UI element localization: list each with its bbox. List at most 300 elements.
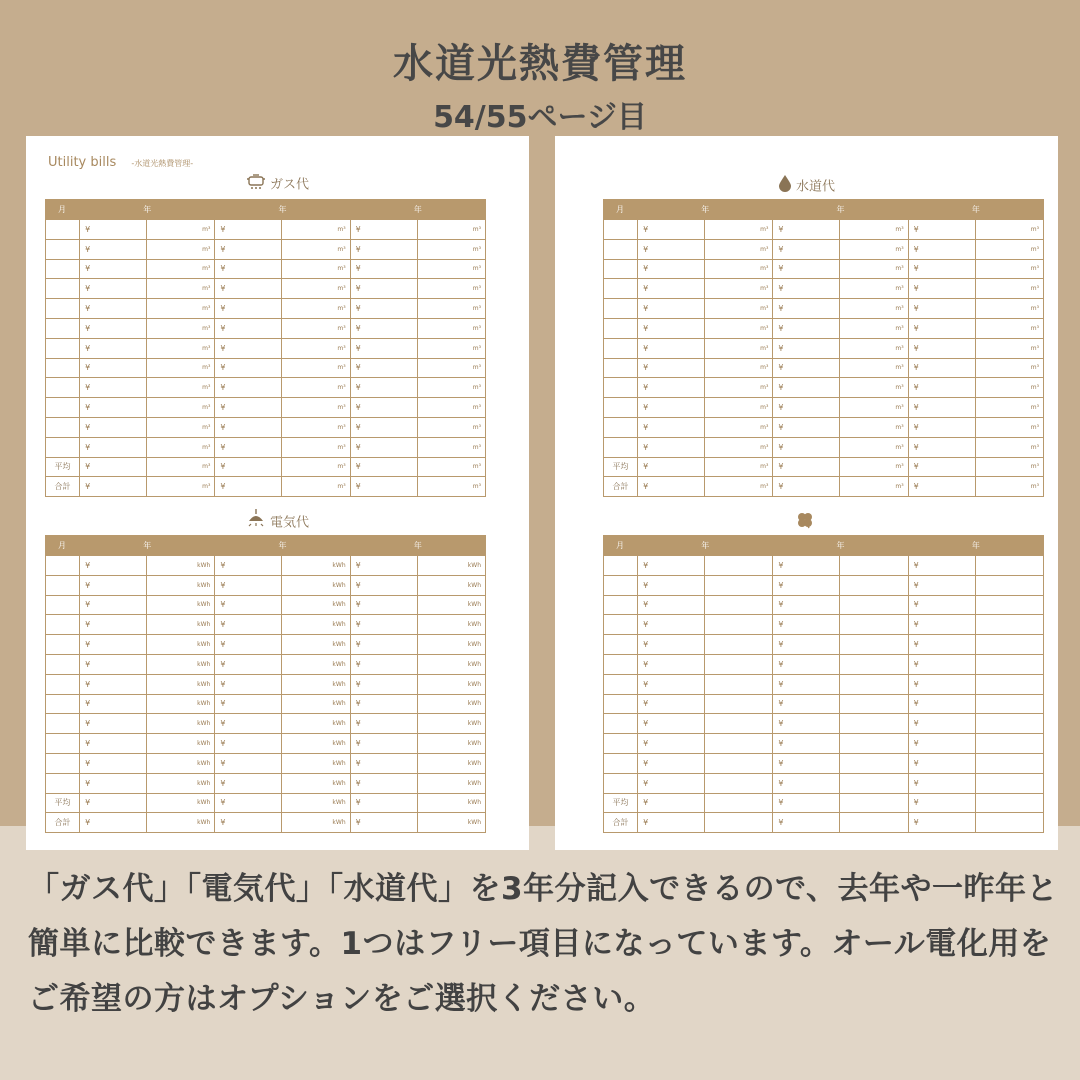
cost-cell[interactable]: ¥	[638, 793, 705, 813]
cost-cell[interactable]: ¥	[350, 556, 417, 576]
usage-cell[interactable]: kWh	[282, 615, 350, 635]
month-cell[interactable]	[46, 378, 80, 398]
cost-cell[interactable]: ¥	[638, 220, 705, 240]
usage-cell[interactable]: m³	[282, 279, 350, 299]
cost-cell[interactable]: ¥	[908, 417, 975, 437]
cost-cell[interactable]: ¥	[773, 477, 840, 497]
usage-cell[interactable]: kWh	[147, 813, 215, 833]
usage-cell[interactable]	[705, 674, 773, 694]
cost-cell[interactable]: ¥	[350, 378, 417, 398]
cost-cell[interactable]: ¥	[908, 654, 975, 674]
cost-cell[interactable]: ¥	[908, 694, 975, 714]
usage-cell[interactable]: m³	[705, 437, 773, 457]
usage-cell[interactable]	[975, 615, 1043, 635]
cost-cell[interactable]: ¥	[908, 398, 975, 418]
month-cell[interactable]	[604, 773, 638, 793]
usage-cell[interactable]: m³	[975, 437, 1043, 457]
cost-cell[interactable]: ¥	[773, 694, 840, 714]
usage-cell[interactable]: kWh	[282, 575, 350, 595]
cost-cell[interactable]: ¥	[350, 279, 417, 299]
cost-cell[interactable]: ¥	[350, 734, 417, 754]
month-cell[interactable]	[46, 635, 80, 655]
cost-cell[interactable]: ¥	[638, 279, 705, 299]
usage-cell[interactable]: m³	[840, 398, 908, 418]
usage-cell[interactable]: m³	[975, 358, 1043, 378]
usage-cell[interactable]: m³	[975, 338, 1043, 358]
month-cell[interactable]	[604, 417, 638, 437]
usage-cell[interactable]: m³	[417, 477, 485, 497]
month-cell[interactable]	[46, 714, 80, 734]
usage-cell[interactable]: m³	[975, 318, 1043, 338]
month-cell[interactable]	[46, 299, 80, 319]
cost-cell[interactable]: ¥	[350, 338, 417, 358]
cost-cell[interactable]: ¥	[215, 674, 282, 694]
usage-cell[interactable]	[840, 635, 908, 655]
cost-cell[interactable]: ¥	[350, 595, 417, 615]
cost-cell[interactable]: ¥	[773, 635, 840, 655]
usage-cell[interactable]: kWh	[417, 753, 485, 773]
cost-cell[interactable]: ¥	[773, 654, 840, 674]
usage-cell[interactable]: m³	[840, 477, 908, 497]
usage-cell[interactable]: m³	[840, 358, 908, 378]
cost-cell[interactable]: ¥	[638, 239, 705, 259]
usage-cell[interactable]: kWh	[282, 793, 350, 813]
month-cell[interactable]	[604, 358, 638, 378]
cost-cell[interactable]: ¥	[350, 635, 417, 655]
usage-cell[interactable]: m³	[705, 338, 773, 358]
usage-cell[interactable]	[840, 694, 908, 714]
usage-cell[interactable]: m³	[147, 398, 215, 418]
usage-cell[interactable]: m³	[147, 378, 215, 398]
usage-cell[interactable]	[705, 595, 773, 615]
cost-cell[interactable]: ¥	[80, 279, 147, 299]
usage-cell[interactable]	[975, 575, 1043, 595]
usage-cell[interactable]: kWh	[282, 556, 350, 576]
cost-cell[interactable]: ¥	[773, 338, 840, 358]
usage-cell[interactable]: m³	[705, 220, 773, 240]
cost-cell[interactable]: ¥	[215, 457, 282, 477]
usage-cell[interactable]: m³	[417, 279, 485, 299]
usage-cell[interactable]: m³	[417, 220, 485, 240]
usage-cell[interactable]: m³	[705, 398, 773, 418]
usage-cell[interactable]: m³	[705, 259, 773, 279]
usage-cell[interactable]: kWh	[147, 635, 215, 655]
cost-cell[interactable]: ¥	[773, 793, 840, 813]
usage-cell[interactable]: kWh	[147, 595, 215, 615]
cost-cell[interactable]: ¥	[350, 694, 417, 714]
usage-cell[interactable]: kWh	[282, 714, 350, 734]
row-label[interactable]: 平均	[46, 457, 80, 477]
cost-cell[interactable]: ¥	[215, 338, 282, 358]
usage-cell[interactable]: m³	[417, 318, 485, 338]
cost-cell[interactable]: ¥	[80, 714, 147, 734]
usage-cell[interactable]: kWh	[147, 556, 215, 576]
cost-cell[interactable]: ¥	[80, 239, 147, 259]
usage-cell[interactable]	[705, 575, 773, 595]
cost-cell[interactable]: ¥	[215, 477, 282, 497]
month-cell[interactable]	[46, 398, 80, 418]
usage-cell[interactable]: m³	[147, 318, 215, 338]
month-cell[interactable]	[46, 753, 80, 773]
cost-cell[interactable]: ¥	[215, 437, 282, 457]
cost-cell[interactable]: ¥	[638, 753, 705, 773]
usage-cell[interactable]	[840, 556, 908, 576]
month-cell[interactable]	[604, 299, 638, 319]
cost-cell[interactable]: ¥	[773, 437, 840, 457]
usage-cell[interactable]	[840, 773, 908, 793]
cost-cell[interactable]: ¥	[215, 239, 282, 259]
usage-cell[interactable]	[840, 753, 908, 773]
cost-cell[interactable]: ¥	[638, 556, 705, 576]
usage-cell[interactable]: m³	[705, 299, 773, 319]
usage-cell[interactable]: m³	[975, 299, 1043, 319]
cost-cell[interactable]: ¥	[80, 556, 147, 576]
cost-cell[interactable]: ¥	[908, 615, 975, 635]
month-cell[interactable]	[46, 694, 80, 714]
month-cell[interactable]	[604, 318, 638, 338]
cost-cell[interactable]: ¥	[638, 318, 705, 338]
cost-cell[interactable]: ¥	[215, 358, 282, 378]
cost-cell[interactable]: ¥	[908, 674, 975, 694]
usage-cell[interactable]	[840, 595, 908, 615]
usage-cell[interactable]: m³	[975, 239, 1043, 259]
cost-cell[interactable]: ¥	[638, 437, 705, 457]
cost-cell[interactable]: ¥	[80, 299, 147, 319]
usage-cell[interactable]	[975, 595, 1043, 615]
cost-cell[interactable]: ¥	[80, 654, 147, 674]
cost-cell[interactable]: ¥	[350, 417, 417, 437]
cost-cell[interactable]: ¥	[773, 674, 840, 694]
usage-cell[interactable]	[975, 694, 1043, 714]
usage-cell[interactable]	[840, 714, 908, 734]
cost-cell[interactable]: ¥	[215, 220, 282, 240]
row-label[interactable]: 合計	[604, 813, 638, 833]
cost-cell[interactable]: ¥	[908, 734, 975, 754]
cost-cell[interactable]: ¥	[773, 378, 840, 398]
cost-cell[interactable]: ¥	[773, 279, 840, 299]
usage-cell[interactable]: m³	[840, 299, 908, 319]
usage-cell[interactable]	[975, 654, 1043, 674]
usage-cell[interactable]: m³	[282, 318, 350, 338]
usage-cell[interactable]: m³	[147, 239, 215, 259]
row-label[interactable]: 平均	[604, 793, 638, 813]
month-cell[interactable]	[46, 654, 80, 674]
row-label[interactable]: 平均	[46, 793, 80, 813]
cost-cell[interactable]: ¥	[908, 279, 975, 299]
cost-cell[interactable]: ¥	[350, 674, 417, 694]
usage-cell[interactable]: m³	[282, 259, 350, 279]
cost-cell[interactable]: ¥	[908, 318, 975, 338]
cost-cell[interactable]: ¥	[80, 635, 147, 655]
cost-cell[interactable]: ¥	[350, 753, 417, 773]
usage-cell[interactable]	[840, 674, 908, 694]
usage-cell[interactable]: m³	[417, 417, 485, 437]
usage-cell[interactable]: kWh	[147, 674, 215, 694]
cost-cell[interactable]: ¥	[908, 477, 975, 497]
usage-cell[interactable]: m³	[147, 437, 215, 457]
cost-cell[interactable]: ¥	[908, 793, 975, 813]
usage-cell[interactable]	[705, 734, 773, 754]
cost-cell[interactable]: ¥	[80, 417, 147, 437]
cost-cell[interactable]: ¥	[215, 793, 282, 813]
usage-cell[interactable]: m³	[282, 338, 350, 358]
usage-cell[interactable]: kWh	[282, 753, 350, 773]
usage-cell[interactable]: m³	[417, 259, 485, 279]
usage-cell[interactable]	[705, 714, 773, 734]
cost-cell[interactable]: ¥	[908, 220, 975, 240]
usage-cell[interactable]: kWh	[417, 734, 485, 754]
usage-cell[interactable]: kWh	[282, 595, 350, 615]
usage-cell[interactable]: m³	[705, 318, 773, 338]
month-cell[interactable]	[604, 279, 638, 299]
usage-cell[interactable]: m³	[147, 220, 215, 240]
usage-cell[interactable]: m³	[417, 299, 485, 319]
usage-cell[interactable]: kWh	[417, 635, 485, 655]
usage-cell[interactable]: m³	[975, 417, 1043, 437]
cost-cell[interactable]: ¥	[773, 575, 840, 595]
cost-cell[interactable]: ¥	[80, 338, 147, 358]
usage-cell[interactable]: kWh	[147, 694, 215, 714]
usage-cell[interactable]: m³	[282, 457, 350, 477]
usage-cell[interactable]	[840, 734, 908, 754]
usage-cell[interactable]	[975, 734, 1043, 754]
month-cell[interactable]	[604, 378, 638, 398]
cost-cell[interactable]: ¥	[80, 615, 147, 635]
usage-cell[interactable]	[975, 556, 1043, 576]
cost-cell[interactable]: ¥	[80, 358, 147, 378]
usage-cell[interactable]	[840, 615, 908, 635]
row-label[interactable]: 平均	[604, 457, 638, 477]
month-cell[interactable]	[604, 556, 638, 576]
cost-cell[interactable]: ¥	[638, 615, 705, 635]
cost-cell[interactable]: ¥	[80, 259, 147, 279]
usage-cell[interactable]: kWh	[417, 615, 485, 635]
usage-cell[interactable]: m³	[147, 259, 215, 279]
cost-cell[interactable]: ¥	[638, 734, 705, 754]
usage-cell[interactable]: kWh	[417, 674, 485, 694]
usage-cell[interactable]: m³	[840, 259, 908, 279]
cost-cell[interactable]: ¥	[350, 773, 417, 793]
usage-cell[interactable]: m³	[705, 239, 773, 259]
cost-cell[interactable]: ¥	[215, 417, 282, 437]
cost-cell[interactable]: ¥	[638, 714, 705, 734]
cost-cell[interactable]: ¥	[908, 556, 975, 576]
month-cell[interactable]	[604, 220, 638, 240]
cost-cell[interactable]: ¥	[773, 734, 840, 754]
month-cell[interactable]	[604, 734, 638, 754]
cost-cell[interactable]: ¥	[350, 239, 417, 259]
cost-cell[interactable]: ¥	[638, 299, 705, 319]
month-cell[interactable]	[46, 556, 80, 576]
month-cell[interactable]	[46, 615, 80, 635]
cost-cell[interactable]: ¥	[773, 220, 840, 240]
usage-cell[interactable]: m³	[417, 398, 485, 418]
month-cell[interactable]	[604, 338, 638, 358]
cost-cell[interactable]: ¥	[350, 477, 417, 497]
usage-cell[interactable]: kWh	[417, 813, 485, 833]
month-cell[interactable]	[46, 595, 80, 615]
cost-cell[interactable]: ¥	[80, 378, 147, 398]
row-label[interactable]: 合計	[46, 477, 80, 497]
cost-cell[interactable]: ¥	[908, 239, 975, 259]
cost-cell[interactable]: ¥	[773, 457, 840, 477]
usage-cell[interactable]: kWh	[282, 674, 350, 694]
usage-cell[interactable]: m³	[417, 437, 485, 457]
cost-cell[interactable]: ¥	[350, 813, 417, 833]
month-cell[interactable]	[46, 773, 80, 793]
cost-cell[interactable]: ¥	[638, 694, 705, 714]
cost-cell[interactable]: ¥	[638, 457, 705, 477]
cost-cell[interactable]: ¥	[350, 457, 417, 477]
usage-cell[interactable]: m³	[705, 477, 773, 497]
usage-cell[interactable]: kWh	[417, 694, 485, 714]
usage-cell[interactable]: m³	[705, 378, 773, 398]
cost-cell[interactable]: ¥	[80, 595, 147, 615]
usage-cell[interactable]: m³	[417, 457, 485, 477]
cost-cell[interactable]: ¥	[80, 674, 147, 694]
month-cell[interactable]	[604, 714, 638, 734]
usage-cell[interactable]: m³	[840, 279, 908, 299]
cost-cell[interactable]: ¥	[773, 615, 840, 635]
cost-cell[interactable]: ¥	[80, 457, 147, 477]
cost-cell[interactable]: ¥	[350, 259, 417, 279]
month-cell[interactable]	[604, 239, 638, 259]
cost-cell[interactable]: ¥	[638, 358, 705, 378]
usage-cell[interactable]: m³	[840, 239, 908, 259]
cost-cell[interactable]: ¥	[773, 398, 840, 418]
cost-cell[interactable]: ¥	[638, 654, 705, 674]
usage-cell[interactable]	[705, 813, 773, 833]
month-cell[interactable]	[604, 398, 638, 418]
cost-cell[interactable]: ¥	[908, 595, 975, 615]
month-cell[interactable]	[46, 358, 80, 378]
cost-cell[interactable]: ¥	[215, 694, 282, 714]
usage-cell[interactable]: m³	[282, 378, 350, 398]
cost-cell[interactable]: ¥	[215, 398, 282, 418]
usage-cell[interactable]: m³	[147, 299, 215, 319]
usage-cell[interactable]	[705, 694, 773, 714]
usage-cell[interactable]: m³	[282, 398, 350, 418]
usage-cell[interactable]: m³	[975, 398, 1043, 418]
cost-cell[interactable]: ¥	[638, 575, 705, 595]
usage-cell[interactable]: m³	[282, 239, 350, 259]
usage-cell[interactable]: m³	[417, 239, 485, 259]
usage-cell[interactable]: kWh	[147, 654, 215, 674]
usage-cell[interactable]: m³	[705, 279, 773, 299]
cost-cell[interactable]: ¥	[215, 734, 282, 754]
month-cell[interactable]	[46, 417, 80, 437]
cost-cell[interactable]: ¥	[773, 358, 840, 378]
cost-cell[interactable]: ¥	[215, 595, 282, 615]
cost-cell[interactable]: ¥	[773, 259, 840, 279]
cost-cell[interactable]: ¥	[350, 575, 417, 595]
cost-cell[interactable]: ¥	[80, 398, 147, 418]
cost-cell[interactable]: ¥	[80, 813, 147, 833]
month-cell[interactable]	[604, 595, 638, 615]
usage-cell[interactable]	[975, 773, 1043, 793]
row-label[interactable]: 合計	[604, 477, 638, 497]
month-cell[interactable]	[46, 734, 80, 754]
month-cell[interactable]	[46, 338, 80, 358]
usage-cell[interactable]: m³	[282, 299, 350, 319]
usage-cell[interactable]: m³	[840, 318, 908, 338]
cost-cell[interactable]: ¥	[80, 753, 147, 773]
cost-cell[interactable]: ¥	[908, 457, 975, 477]
cost-cell[interactable]: ¥	[773, 753, 840, 773]
cost-cell[interactable]: ¥	[638, 259, 705, 279]
usage-cell[interactable]: m³	[840, 338, 908, 358]
usage-cell[interactable]: m³	[147, 279, 215, 299]
month-cell[interactable]	[46, 318, 80, 338]
usage-cell[interactable]	[705, 773, 773, 793]
cost-cell[interactable]: ¥	[638, 773, 705, 793]
cost-cell[interactable]: ¥	[638, 477, 705, 497]
cost-cell[interactable]: ¥	[908, 813, 975, 833]
month-cell[interactable]	[604, 615, 638, 635]
cost-cell[interactable]: ¥	[908, 753, 975, 773]
month-cell[interactable]	[46, 279, 80, 299]
usage-cell[interactable]	[705, 793, 773, 813]
usage-cell[interactable]: kWh	[417, 595, 485, 615]
cost-cell[interactable]: ¥	[908, 358, 975, 378]
usage-cell[interactable]	[975, 813, 1043, 833]
cost-cell[interactable]: ¥	[80, 220, 147, 240]
usage-cell[interactable]	[705, 654, 773, 674]
usage-cell[interactable]: m³	[975, 378, 1043, 398]
usage-cell[interactable]: m³	[147, 338, 215, 358]
usage-cell[interactable]: m³	[417, 378, 485, 398]
month-cell[interactable]	[604, 575, 638, 595]
usage-cell[interactable]: kWh	[147, 575, 215, 595]
usage-cell[interactable]: kWh	[147, 793, 215, 813]
cost-cell[interactable]: ¥	[773, 773, 840, 793]
usage-cell[interactable]	[975, 714, 1043, 734]
month-cell[interactable]	[604, 635, 638, 655]
cost-cell[interactable]: ¥	[215, 773, 282, 793]
month-cell[interactable]	[46, 220, 80, 240]
usage-cell[interactable]: kWh	[147, 753, 215, 773]
cost-cell[interactable]: ¥	[215, 318, 282, 338]
cost-cell[interactable]: ¥	[638, 674, 705, 694]
cost-cell[interactable]: ¥	[350, 358, 417, 378]
cost-cell[interactable]: ¥	[215, 575, 282, 595]
usage-cell[interactable]: kWh	[417, 773, 485, 793]
month-cell[interactable]	[604, 674, 638, 694]
cost-cell[interactable]: ¥	[908, 299, 975, 319]
cost-cell[interactable]: ¥	[638, 635, 705, 655]
month-cell[interactable]	[46, 437, 80, 457]
month-cell[interactable]	[46, 674, 80, 694]
cost-cell[interactable]: ¥	[80, 773, 147, 793]
cost-cell[interactable]: ¥	[908, 259, 975, 279]
cost-cell[interactable]: ¥	[215, 378, 282, 398]
usage-cell[interactable]: m³	[282, 437, 350, 457]
cost-cell[interactable]: ¥	[908, 635, 975, 655]
month-cell[interactable]	[604, 654, 638, 674]
month-cell[interactable]	[604, 259, 638, 279]
usage-cell[interactable]: m³	[147, 477, 215, 497]
cost-cell[interactable]: ¥	[215, 259, 282, 279]
usage-cell[interactable]: m³	[147, 417, 215, 437]
usage-cell[interactable]: m³	[975, 220, 1043, 240]
usage-cell[interactable]: kWh	[417, 654, 485, 674]
cost-cell[interactable]: ¥	[773, 556, 840, 576]
cost-cell[interactable]: ¥	[350, 615, 417, 635]
usage-cell[interactable]	[840, 654, 908, 674]
cost-cell[interactable]: ¥	[773, 417, 840, 437]
cost-cell[interactable]: ¥	[215, 654, 282, 674]
cost-cell[interactable]: ¥	[80, 437, 147, 457]
